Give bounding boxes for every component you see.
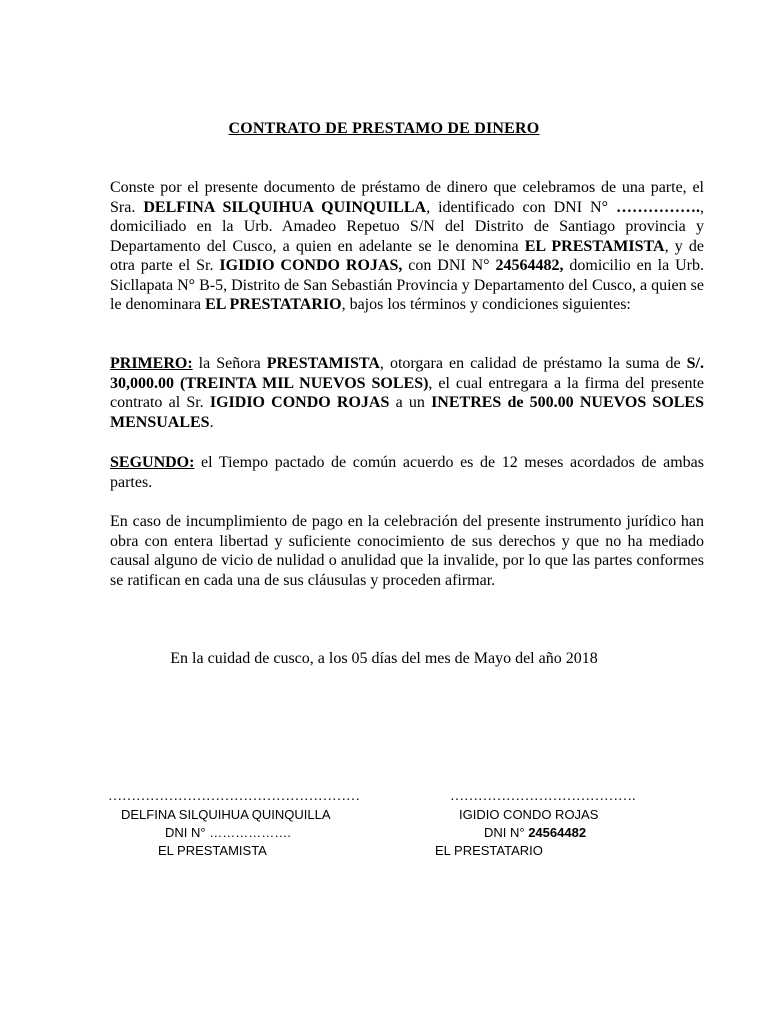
text-run: la Señora	[192, 355, 267, 372]
borrower-role: EL PRESTATARIO	[205, 296, 342, 313]
text-run: En caso de incumplimiento de pago en la celebración del presente instrumento jurídico han obra con entera libertad y suficiente conocimiento de sus derechos y que no ha mediado causal alguno de vicio de nulidad o anulidad que la invalide, por lo que las partes conformes se ratifican en cada una de sus cláusulas y proceden afirmar.	[110, 513, 704, 589]
paragraph-segundo	[110, 453, 704, 492]
date-line: En la cuidad de cusco, a los 05 días del mes de Mayo del año 2018	[170, 650, 598, 667]
signer-name: IGIDIO CONDO ROJAS	[459, 807, 599, 822]
lender-role: EL PRESTAMISTA	[524, 237, 665, 255]
lender-dni-blank: …………….	[616, 198, 701, 216]
dni-value: 24564482	[528, 825, 587, 840]
signer-role: EL PRESTATARIO	[435, 843, 543, 858]
borrower-dni: 24564482,	[495, 257, 564, 274]
clause-heading: PRIMERO:	[110, 355, 193, 372]
text-run: , domiciliado en la Urb. Amadeo Repetuo S/N del Distrito de Santiago provincia y Departamento del Cusco, a quien en adelante se le denomina	[110, 198, 705, 255]
text-run: el Tiempo pactado de común acuerdo es de 12 meses acordados de ambas partes.	[110, 454, 704, 491]
interest-terms: INETRES de 500.00 NUEVOS SOLES MENSUALES	[110, 394, 705, 431]
dni-label: DNI N°	[484, 825, 529, 840]
text-run: , el cual entregara a la firma del presente contrato al Sr.	[110, 374, 704, 411]
signer-name: DELFINA SILQUIHUA QUINQUILLA	[121, 807, 331, 822]
text-run: .	[209, 413, 214, 431]
text-run: , bajos los términos y condiciones siguientes:	[341, 296, 631, 313]
text-run: Conste por el presente documento de préstamo de dinero que celebramos de una parte, el Sra.	[110, 179, 704, 216]
borrower-name: IGIDIO CONDO ROJAS,	[219, 257, 403, 274]
signer-role: EL PRESTAMISTA	[158, 843, 267, 858]
text-run: domicilio en la Urb. Sicllapata N° B-5, Distrito de San Sebastián Provincia y Departamento del Cusco, a quien se le denominara	[110, 257, 705, 313]
signature-line: ………………………………………………	[108, 789, 360, 804]
signature-block-lender	[108, 788, 408, 860]
document-title: CONTRATO DE PRESTAMO DE DINERO	[228, 120, 540, 137]
loan-amount: S/. 30,000.00 (TREINTA MIL NUEVOS SOLES)	[110, 355, 704, 392]
paragraph-parties	[110, 178, 704, 315]
lender-label: PRESTAMISTA	[266, 355, 380, 372]
paragraph-primero	[110, 354, 704, 432]
text-run: a un	[389, 394, 432, 411]
clause-heading: SEGUNDO:	[110, 454, 195, 471]
text-run: , identificado con DNI N°	[426, 198, 617, 216]
text-run: , y de otra parte el Sr.	[110, 237, 704, 274]
signer-dni	[450, 824, 710, 842]
signature-line: ………………………………….	[450, 789, 636, 804]
signer-dni: DNI N° ……………….	[165, 825, 291, 840]
lender-name: DELFINA SILQUIHUA QUINQUILLA	[143, 198, 427, 216]
paragraph-breach	[110, 512, 704, 590]
signature-block-borrower	[435, 788, 710, 860]
text-run: , otorgara en calidad de préstamo la suma de	[379, 355, 687, 372]
borrower-name: IGIDIO CONDO ROJAS	[209, 394, 390, 411]
text-run: con DNI N°	[402, 257, 496, 274]
